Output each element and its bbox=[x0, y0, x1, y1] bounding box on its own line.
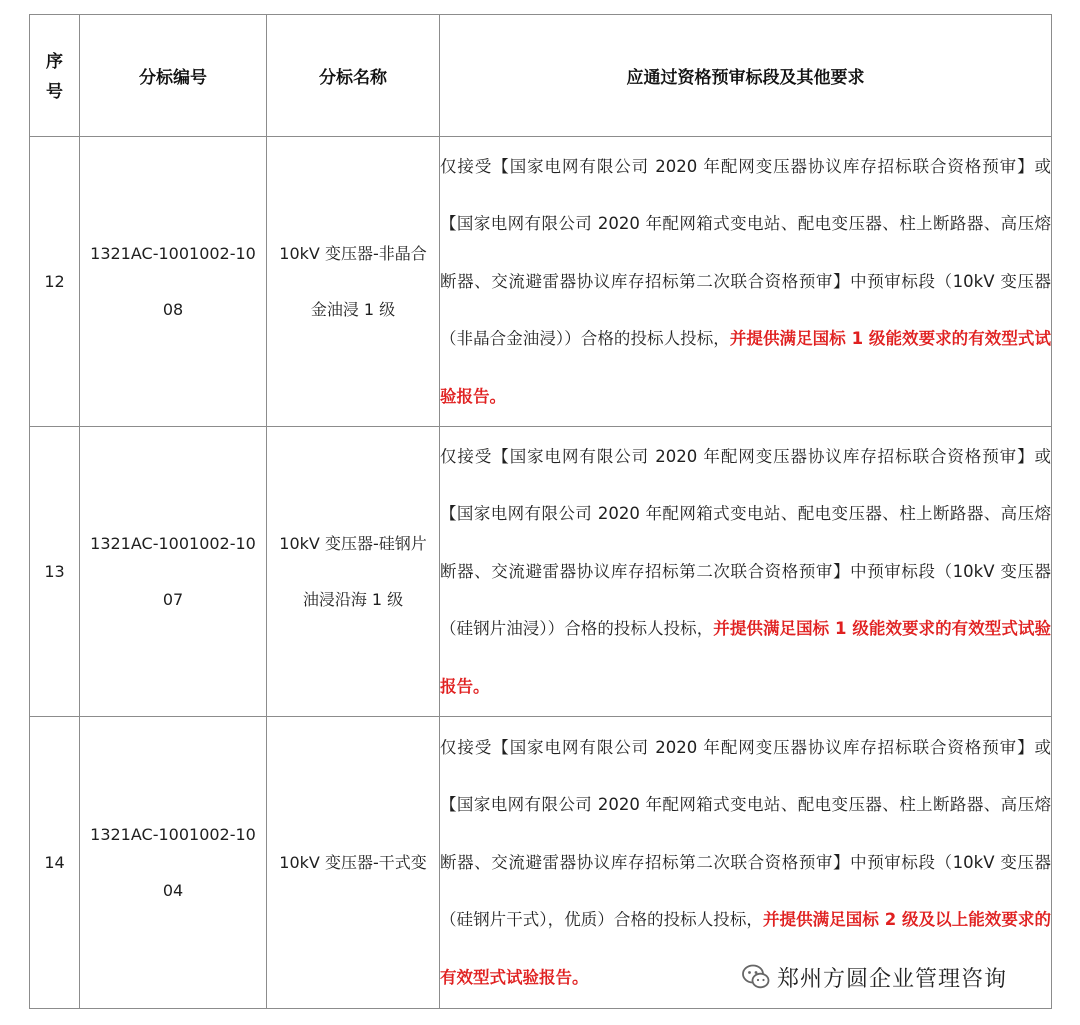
wechat-icon bbox=[741, 962, 771, 992]
row-seq-text: 12 bbox=[44, 271, 65, 291]
table-header-row bbox=[30, 15, 1052, 137]
row-code bbox=[80, 717, 267, 1009]
row-seq bbox=[30, 717, 80, 1009]
header-seq bbox=[30, 15, 80, 137]
requirement-highlight: 并提供满足国标 1 级能效要求的有效型式试验报告。 bbox=[440, 329, 1051, 406]
header-requirements: 应通过资格预审标段及其他要求 bbox=[440, 15, 1052, 137]
row-name bbox=[267, 427, 440, 717]
row-code bbox=[80, 137, 267, 427]
requirement-text: 仅接受【国家电网有限公司 2020 年配网变压器协议库存招标联合资格预审】或【国家电网有限公司 2020 年配网箱式变电站、配电变压器、柱上断路器、高压熔断器、交流避雷器协议库存招标第二次联合资格预审】中预审标段（10kV 变压器（硅钢片油浸））合格的投标人投标， bbox=[440, 446, 1051, 639]
row-code-text: 1321AC-1001002-1008 bbox=[90, 243, 256, 319]
row-name bbox=[267, 137, 440, 427]
header-seq-line1: 序 bbox=[46, 51, 63, 72]
requirement-text: 仅接受【国家电网有限公司 2020 年配网变压器协议库存招标联合资格预审】或【国家电网有限公司 2020 年配网箱式变电站、配电变压器、柱上断路器、高压熔断器、交流避雷器协议库存招标第二次联合资格预审】中预审标段（10kV 变压器（非晶合金油浸））合格的投标人投标， bbox=[440, 156, 1051, 349]
header-code: 分标编号 bbox=[80, 15, 267, 137]
table-row bbox=[30, 137, 1052, 427]
row-seq-text: 13 bbox=[44, 561, 65, 581]
row-seq bbox=[30, 427, 80, 717]
requirement-highlight: 并提供满足国标 1 级能效要求的有效型式试验报告。 bbox=[440, 619, 1051, 696]
row-seq-text: 14 bbox=[44, 852, 65, 872]
row-code bbox=[80, 427, 267, 717]
row-code-text: 1321AC-1001002-1007 bbox=[90, 533, 256, 609]
requirement-text: 仅接受【国家电网有限公司 2020 年配网变压器协议库存招标联合资格预审】或【国家电网有限公司 2020 年配网箱式变电站、配电变压器、柱上断路器、高压熔断器、交流避雷器协议库存招标第二次联合资格预审】中预审标段（10kV 变压器（硅钢片干式），优质）合格的投标人投标， bbox=[440, 737, 1051, 930]
row-seq bbox=[30, 137, 80, 427]
table-row bbox=[30, 427, 1052, 717]
bid-section-table bbox=[29, 14, 1052, 1009]
watermark-text: 郑州方圆企业管理咨询 bbox=[777, 966, 1008, 992]
watermark bbox=[737, 960, 1011, 994]
requirement-highlight: 并提供满足国标 2 级及以上能效要求的有效型式试验报告。 bbox=[440, 910, 1051, 987]
row-requirements bbox=[440, 137, 1052, 427]
row-requirements bbox=[440, 427, 1052, 717]
row-name-text: 10kV 变压器-干式变 bbox=[279, 852, 427, 872]
header-seq-line2: 号 bbox=[46, 81, 63, 102]
row-name-text: 10kV 变压器-硅钢片油浸沿海 1 级 bbox=[279, 533, 427, 609]
row-code-text: 1321AC-1001002-1004 bbox=[90, 824, 256, 900]
header-name: 分标名称 bbox=[267, 15, 440, 137]
row-name-text: 10kV 变压器-非晶合金油浸 1 级 bbox=[279, 243, 427, 319]
row-name bbox=[267, 717, 440, 1009]
